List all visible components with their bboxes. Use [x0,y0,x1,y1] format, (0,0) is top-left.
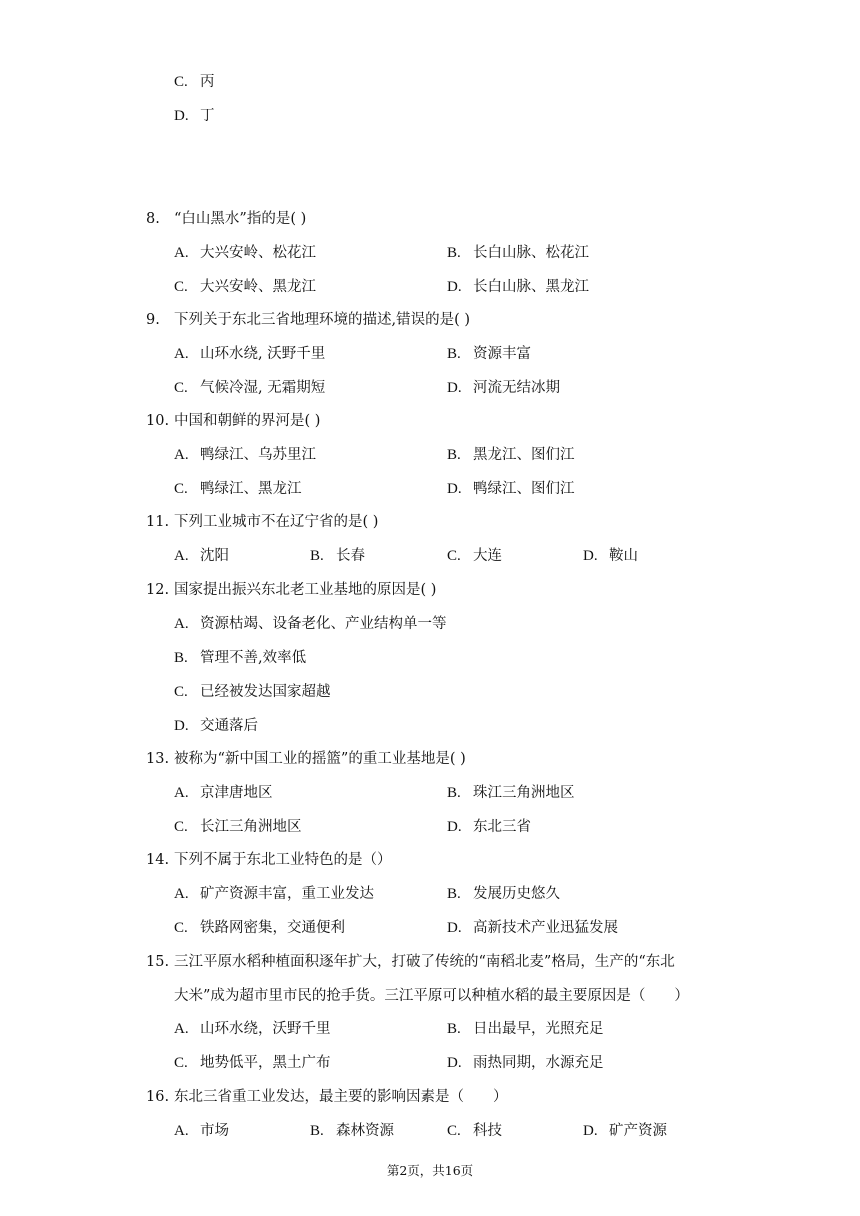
option-text: 京津唐地区 [200,785,273,801]
option-text: 长白山脉、松花江 [473,245,589,261]
page-footer: 第2页，共16页 [386,1163,474,1178]
option-text: 长春 [336,548,365,564]
option-label: C. [174,684,188,700]
option-label: A. [174,548,189,564]
option-label: A. [174,616,189,632]
option-b [447,1019,604,1039]
option-c [174,479,302,499]
option-label: D. [447,279,462,295]
option-label: A. [174,245,189,261]
option-text: 资源丰富 [473,346,531,362]
option-text: 长白山脉、黑龙江 [473,279,589,295]
option-b [447,783,575,803]
option-label: B. [174,650,188,666]
option-c [447,546,502,566]
option-text: 鸭绿江、乌苏里江 [200,447,316,463]
option-text: 山环水绕，沃野千里 [200,1021,331,1037]
option-text: 鞍山 [609,548,638,564]
option-label: C. [447,1123,461,1139]
option-label: A. [174,785,189,801]
question-15-continued [174,986,689,1006]
question-text: “白山黑水”指的是( ) [174,211,307,227]
option-label: B. [447,886,461,902]
question-text: 三江平原水稻种植面积逐年扩大，打破了传统的“南稻北麦”格局，生产的“东北 [174,954,675,970]
option-label: C. [174,1055,188,1071]
option-text: 长江三角洲地区 [200,819,302,835]
option-text: 沈阳 [200,548,229,564]
option-b [447,884,560,904]
option-b [310,546,365,566]
option-c [174,817,302,837]
option-text: 日出最早，光照充足 [473,1021,604,1037]
option-text: 管理不善,效率低 [200,650,307,666]
option-label: D. [447,1055,462,1071]
option-label: B. [447,785,461,801]
option-c [447,1121,502,1141]
option-c [174,378,325,398]
option-text: 市场 [200,1123,229,1139]
option-label: D. [447,481,462,497]
question-number: 9. [146,312,160,328]
option-text: 矿产资源 [609,1123,667,1139]
question-number: 15. [146,954,170,970]
question-text: 下列不属于东北工业特色的是（） [174,852,392,868]
question-16 [146,1087,508,1107]
option-text: 河流无结冰期 [473,380,560,396]
question-number: 10. [146,413,170,429]
question-number: 14. [146,852,170,868]
option-label: A. [174,1021,189,1037]
option-a [174,884,374,904]
option-c [174,918,345,938]
option-text: 鸭绿江、图们江 [473,481,575,497]
question-15 [146,952,675,972]
option-label: B. [447,1021,461,1037]
option-label: B. [447,346,461,362]
option-b [310,1121,394,1141]
option-label: D. [174,718,189,734]
option-text: 雨热同期，水源充足 [473,1055,604,1071]
option-label: B. [447,245,461,261]
option-label: B. [310,1123,324,1139]
option-text: 发展历史悠久 [473,886,560,902]
option-label: C. [174,481,188,497]
question-11 [146,512,378,532]
option-d [583,546,638,566]
option-b [447,344,531,364]
option-text: 交通落后 [200,718,258,734]
option-label: C. [174,279,188,295]
option-d [174,716,258,736]
option-d [447,479,575,499]
option-label: C. [174,920,188,936]
option-a [174,614,447,634]
option-b [447,243,589,263]
option-b [447,445,575,465]
option-a [174,445,316,465]
option-d [447,378,560,398]
question-number: 11. [146,514,170,530]
option-label: A. [174,447,189,463]
option-text: 丁 [200,108,215,124]
option-label: C. [174,74,188,90]
option-c [174,682,331,702]
option-c-prev [174,72,215,92]
option-text: 已经被发达国家超越 [200,684,331,700]
question-number: 13. [146,751,170,767]
option-b [174,648,306,668]
option-label: D. [447,380,462,396]
option-text: 资源枯竭、设备老化、产业结构单一等 [200,616,447,632]
option-label: A. [174,1123,189,1139]
question-12 [146,580,436,600]
option-label: D. [447,819,462,835]
option-text: 高新技术产业迅猛发展 [473,920,618,936]
question-8 [146,209,306,229]
option-label: D. [583,548,598,564]
option-text: 丙 [200,74,215,90]
option-text: 山环水绕, 沃野千里 [200,346,326,362]
question-text: 东北三省重工业发达，最主要的影响因素是（ ） [174,1089,508,1105]
option-label: B. [447,447,461,463]
option-label: A. [174,346,189,362]
option-c [174,277,316,297]
option-d-prev [174,106,215,126]
option-d [447,918,618,938]
question-text: 中国和朝鲜的界河是( ) [174,413,321,429]
option-text: 东北三省 [473,819,531,835]
option-label: C. [174,819,188,835]
question-text: 下列工业城市不在辽宁省的是( ) [174,514,379,530]
question-number: 8. [146,211,160,227]
question-13 [146,749,466,769]
option-a [174,1121,229,1141]
option-label: C. [447,548,461,564]
option-label: A. [174,886,189,902]
question-text: 国家提出振兴东北老工业基地的原因是( ) [174,582,437,598]
option-text: 铁路网密集，交通便利 [200,920,345,936]
option-text: 珠江三角洲地区 [473,785,575,801]
option-a [174,344,325,364]
question-number: 16. [146,1089,170,1105]
option-label: D. [447,920,462,936]
option-d [447,277,589,297]
option-d [447,817,531,837]
option-a [174,1019,331,1039]
option-d [447,1053,604,1073]
option-d [583,1121,667,1141]
option-text: 矿产资源丰富，重工业发达 [200,886,374,902]
option-label: D. [583,1123,598,1139]
option-c [174,1053,331,1073]
option-label: D. [174,108,189,124]
question-9 [146,310,470,330]
option-text: 大连 [473,548,502,564]
option-text: 大兴安岭、黑龙江 [200,279,316,295]
option-text: 气候冷湿, 无霜期短 [200,380,326,396]
option-text: 鸭绿江、黑龙江 [200,481,302,497]
option-label: B. [310,548,324,564]
option-a [174,546,229,566]
option-text: 黑龙江、图们江 [473,447,575,463]
option-text: 地势低平，黑土广布 [200,1055,331,1071]
question-text-line2: 大米”成为超市里市民的抢手货。三江平原可以种植水稻的最主要原因是（ ） [174,988,689,1004]
question-text: 被称为“新中国工业的摇篮”的重工业基地是( ) [174,751,466,767]
question-10 [146,411,320,431]
question-14 [146,850,392,870]
question-number: 12. [146,582,170,598]
option-a [174,783,273,803]
question-text: 下列关于东北三省地理环境的描述,错误的是( ) [174,312,471,328]
option-text: 大兴安岭、松花江 [200,245,316,261]
option-label: C. [174,380,188,396]
option-text: 科技 [473,1123,502,1139]
option-a [174,243,316,263]
option-text: 森林资源 [336,1123,394,1139]
